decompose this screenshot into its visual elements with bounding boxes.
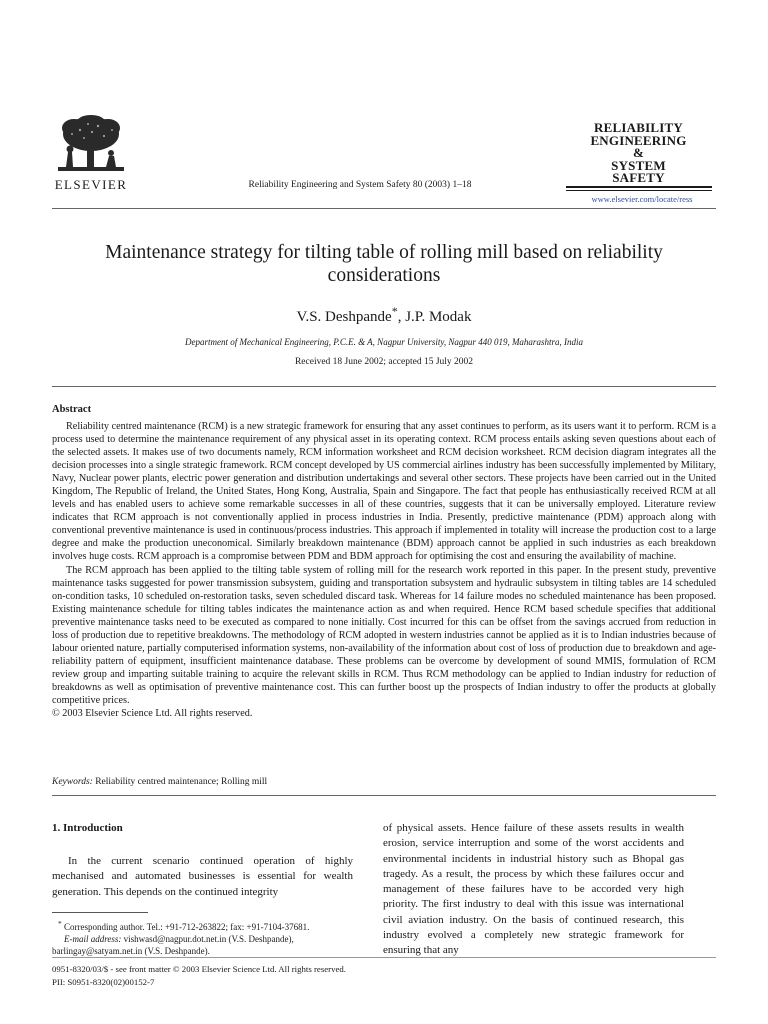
abstract-copyright: © 2003 Elsevier Science Ltd. All rights reserved. xyxy=(52,708,253,720)
email-label: E-mail address: xyxy=(64,934,122,944)
masthead-rule xyxy=(566,190,712,191)
footnote-rule xyxy=(52,912,148,913)
article-title: Maintenance strategy for tilting table of rolling mill based on reliability considerations xyxy=(105,242,663,286)
abstract-body xyxy=(52,420,716,720)
corresponding-author-footnote xyxy=(52,918,353,957)
body-paragraph: of physical assets. Hence failure of these assets results in wealth erosion, service interruption and some of the worst accidents and environmental incidents in industrial history such as Bhopal gas tragedy. As a result, the process by which these failures occur and management of these failures have to be accorded very high priority. The first industry to deal with this issue was international civil aviation industry. On the basis of continued research, this industry evolved a completely new strategic framework for ensuring that any xyxy=(383,822,684,957)
footer-divider xyxy=(52,957,716,958)
section-divider xyxy=(52,386,716,387)
abstract-paragraph: Reliability centred maintenance (RCM) is a new strategic framework for ensuring that any asset continues to perform, as its users want it to perform. RCM is a process used to determine the maintenance requirement of any physical asset in its operating context. RCM process entails asking seven questions about each of the selected assets. It makes use of two documents namely, RCM information worksheet and RCM decision worksheet. RCM decision diagram integrates all the decision processes into a single strategic framework. RCM concept developed by US commercial airlines industry has been successfully implemented by Military, Navy, Nuclear power plants, electric power generation and distribution undertakings and several other sectors. These projects have been carried out in the United Kingdom, The Republic of Ireland, the United States, Hong Kong, Australia, Spain and Singapore. The fact that people has enthusiastically received RCM at all levels and has enabled users to achieve some remarkable successes in all of these countries, suggests that it can be universally employed. Literature review indicates that RCM approach is not conventionally applied in process industries in India. Presently, predictive maintenance (PDM) approach along with conventional preventive maintenance is used in continuous/process industries. This approach if implemented in totality will increase the production cost to a large degree and make the production uneconomical. Similarly breakdown maintenance (BDM) approach cannot be applied in such industries as each breakdown involves huge costs. RCM approach is a compromise between PDM and BDM approach for optimising the cost and ensuring the availability of machine. xyxy=(52,421,716,563)
footnote-mark: * xyxy=(58,919,62,928)
abstract-paragraph: The RCM approach has been applied to the tilting table system of rolling mill for the research work reported in this paper. In the present study, preventive maintenance tasks suggested for power transmission subsystem, guiding and transportation subsystem and hydraulic subsystem in tilting tables are 14 scheduled on-condition tasks, 10 scheduled on-restoration tasks, seven scheduled discard task. Whereas for 14 failure modes no scheduled maintenance has been proposed. Existing maintenance schedule for tilting tables indicates the maintenance action as and when required. Hence RCM based schedule specifies that additional preventive maintenance tasks need to be executed as compared to none initially. Cost incurred for this can be offset from the savings accrued from reduction in loss of production due to repetitive breakdowns. The methodology of RCM adopted in western industries cannot be applied as it is to Indian industries because of labour oriented nature, partially computerised information systems, non-availability of the information about cost of loss of production due to breakdown and age-reliability pattern of equipment, insufficient maintenance database. These problems can be overcome by development of sound MMIS, formulation of RCM review group and imparting suitable training to acquire the relevant skills in RCM. Thus RCM methodology can be applied to Indian industry for reduction of breakdowns as well as optimisation of preventive maintenance cost. This can further boost up the prospects of Indian industry to offer the products at globally competitive prices. xyxy=(52,564,716,706)
journal-citation: Reliability Engineering and System Safety 80 (2003) 1–18 xyxy=(248,180,472,190)
body-column-left xyxy=(52,854,353,900)
email-addresses[interactable]: vishwasd@nagpur.dot.net.in (V.S. Deshpande), barlingay@satyam.net.in (V.S. Deshpande). xyxy=(52,934,294,956)
abstract-heading: Abstract xyxy=(52,404,92,415)
pii-line: PII: S0951-8320(02)00152-7 xyxy=(52,977,155,987)
page-footer xyxy=(52,963,346,989)
publisher-name: ELSEVIER xyxy=(54,177,128,192)
keywords-value: Reliability centred maintenance; Rolling mill xyxy=(95,777,268,787)
footnote-line xyxy=(52,918,353,933)
received-dates: Received 18 June 2002; accepted 15 July 2002 xyxy=(294,357,474,367)
footnote-contact: Corresponding author. Tel.: +91-712-263822; fax: +91-7104-37681. xyxy=(64,922,310,932)
masthead-line: SAFETY xyxy=(612,170,665,185)
author-separator: , xyxy=(397,309,406,325)
tree-logo-icon xyxy=(54,114,128,176)
elsevier-logo xyxy=(52,114,130,193)
author-name[interactable]: J.P. Modak xyxy=(405,309,472,325)
body-paragraph: In the current scenario continued operation of highly mechanised and automated businesses is essential for wealth generation. This depends on the continued integrity xyxy=(52,855,353,898)
keywords-label: Keywords: xyxy=(52,777,93,787)
masthead-line: ENGINEERING xyxy=(590,132,687,148)
author-affiliation: Department of Mechanical Engineering, P.C.E. & A, Nagpur University, Nagpur 440 019, Maharashtra, India xyxy=(185,337,583,347)
corresponding-author-mark[interactable]: * xyxy=(391,304,398,318)
header-divider xyxy=(52,208,716,209)
masthead-line: RELIABILITY xyxy=(594,120,683,135)
keywords-line xyxy=(52,777,267,787)
body-column-right xyxy=(383,821,684,959)
section-divider xyxy=(52,795,716,796)
masthead-rule xyxy=(566,186,712,188)
author-list xyxy=(52,304,716,326)
author-name[interactable]: V.S. Deshpande xyxy=(296,309,392,325)
journal-url-link[interactable]: www.elsevier.com/locate/ress xyxy=(591,194,693,204)
masthead-line: & xyxy=(632,145,645,160)
issn-line: 0951-8320/03/$ - see front matter © 2003 Elsevier Science Ltd. All rights reserved. xyxy=(52,964,346,974)
masthead-line: SYSTEM xyxy=(611,157,666,173)
section-heading-introduction: 1. Introduction xyxy=(52,822,123,834)
footnote-email-line xyxy=(52,933,353,957)
journal-masthead xyxy=(565,122,712,185)
